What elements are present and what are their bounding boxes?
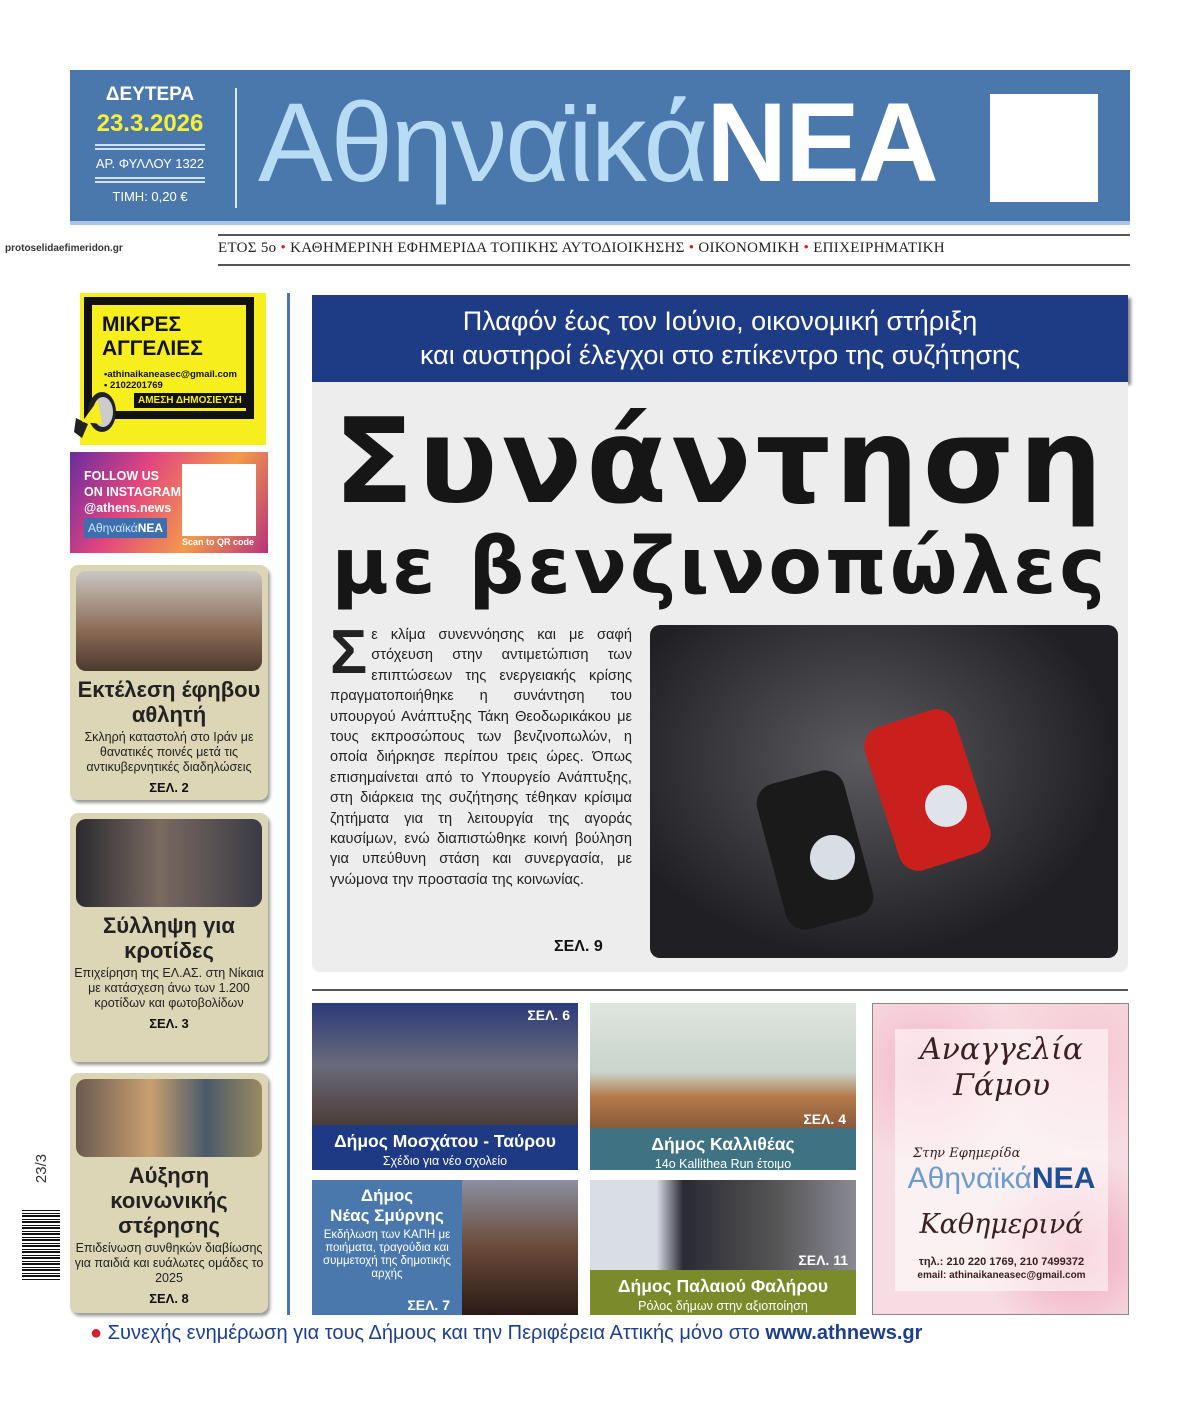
page-ref: ΣΕΛ. 11 [798, 1252, 848, 1268]
divider [95, 177, 205, 183]
divider [312, 989, 1128, 991]
side-story[interactable] [70, 813, 268, 1062]
lead-kicker [312, 295, 1128, 382]
lead-headline: Συνάντηση [333, 392, 1107, 530]
qr-code-icon[interactable] [182, 464, 256, 536]
issue-date-vertical: 23/3 [33, 1153, 51, 1184]
logo-light: Αθηναϊκά [258, 80, 707, 205]
text-line: FOLLOW US [84, 469, 159, 483]
classifieds-email: •athinaikaneasec@gmail.com [104, 369, 237, 380]
lead-story[interactable] [312, 382, 1128, 972]
logo-light: Αθηναϊκά [88, 521, 138, 535]
wedding-ad[interactable] [872, 1003, 1129, 1315]
barcode-icon [22, 1210, 60, 1280]
side-story[interactable] [70, 565, 268, 800]
kicker-line: και αυστηροί έλεγχοι στο επίκεντρο της συζήτησης [419, 340, 1021, 370]
logo-light: Αθηναϊκά [907, 1162, 1033, 1195]
story-summary: 14ο Kallithea Run έτοιμο [654, 1157, 792, 1170]
logo-bold: ΝΕΑ [137, 521, 164, 535]
instagram-promo[interactable] [70, 452, 268, 553]
story-caption [590, 1270, 856, 1315]
story-title: Δήμος Παλαιού Φαλήρου [617, 1276, 829, 1296]
story-caption [590, 1128, 856, 1170]
newspaper-logo [84, 518, 167, 538]
footer-text: Συνεχής ενημέρωση για τους Δήμους και την Περιφέρεια Αττικής μόνο στο [107, 1322, 766, 1344]
story-title: Δήμος [360, 1186, 414, 1205]
kicker-line: Πλαφόν έως τον Ιούνιο, οικονομική στήριξη [462, 306, 978, 336]
issue-date: 23.3.2026 [96, 110, 204, 137]
story-photo [590, 1003, 856, 1128]
municipal-story[interactable] [590, 1180, 856, 1315]
page-ref: ΣΕΛ. 7 [407, 1297, 450, 1313]
story-photo [76, 1079, 262, 1157]
divider [218, 264, 1130, 266]
lead-headline-sub: με βενζινοπώλες [331, 522, 1109, 612]
masthead [70, 70, 1130, 225]
title-line: ΜΙΚΡΕΣ [102, 313, 182, 336]
drop-cap: Σ [330, 618, 368, 687]
newspaper-logo [258, 78, 937, 208]
municipal-story[interactable] [590, 1003, 856, 1170]
title-line: Αναγγελία [919, 1032, 1084, 1067]
issue-info [70, 70, 230, 225]
instagram-handle: @athens.news [84, 501, 172, 515]
scan-label: Scan to QR code [182, 537, 255, 547]
tagline-item: ΟΙΚΟΝΟΜΙΚΗ [698, 240, 800, 256]
fuel-pump-photo [650, 625, 1118, 958]
page-ref: ΣΕΛ. 2 [149, 780, 189, 795]
classifieds-badge: ΑΜΕΣΗ ΔΗΜΟΣΙΕΥΣΗ [134, 393, 246, 408]
logo-bold: ΝΕΑ [706, 80, 937, 205]
classifieds-phone: • 2102201769 [104, 380, 163, 391]
divider [235, 88, 237, 208]
story-caption [312, 1180, 462, 1315]
title-line: Γάμου [953, 1068, 1050, 1103]
lead-body [330, 618, 632, 890]
page-ref: ΣΕΛ. 8 [149, 1291, 189, 1306]
divider [218, 234, 1130, 236]
tagline-year: ΕΤΟΣ 5ο [218, 240, 277, 256]
logo-bold: ΝΕΑ [1032, 1162, 1096, 1195]
bullet-icon: ● [90, 1322, 108, 1344]
issue-day: ΔΕΥΤΕΡΑ [105, 84, 195, 105]
issue-number: ΑΡ. ΦΥΛΛΟΥ 1322 [95, 156, 205, 171]
story-title: Εκτέλεση έφηβου αθλητή [77, 677, 261, 727]
story-summary: Επιχείρηση της ΕΛ.ΑΣ. στη Νίκαια με κατάσχεση άνω των 1.200 κροτίδων και φωτοβολίδων [74, 966, 264, 1010]
ad-phone: τηλ.: 210 220 1769, 210 7499372 [918, 1256, 1085, 1268]
megaphone-icon [72, 388, 124, 440]
tagline-item: ΕΠΙΧΕΙΡΗΜΑΤΙΚΗ [813, 240, 945, 256]
classifieds-title [102, 313, 203, 361]
wedding-title [873, 1032, 1130, 1104]
classifieds-ad[interactable] [80, 293, 266, 445]
story-summary: Ρόλος δήμων στην αξιοποίηση [638, 1299, 808, 1313]
column-divider [287, 293, 290, 1315]
source-credit: protoselidaefimeridon.gr [5, 243, 123, 254]
story-title: Αύξηση κοινωνικής στέρησης [110, 1163, 228, 1238]
story-photo [462, 1180, 578, 1315]
instagram-text [84, 468, 181, 516]
story-summary: Εκδήλωση των ΚΑΠΗ με ποιήματα, τραγούδια και συμμετοχή της δημοτικής αρχής [323, 1229, 451, 1280]
text-line: ON INSTAGRAM [84, 485, 181, 499]
page-ref: ΣΕΛ. 6 [527, 1007, 570, 1023]
story-title: Σύλληψη για κροτίδες [103, 913, 235, 963]
page-ref: ΣΕΛ. 4 [803, 1111, 846, 1127]
issue-price: ΤΙΜΗ: 0,20 € [112, 189, 188, 204]
website-link[interactable]: www.athnews.gr [765, 1322, 923, 1344]
wedding-sub: Στην Εφημερίδα [913, 1146, 1021, 1161]
tagline-item: ΚΑΘΗΜΕΡΙΝΗ ΕΦΗΜΕΡΙΔΑ ΤΟΠΙΚΗΣ ΑΥΤΟΔΙΟΙΚΗΣΗΣ [290, 240, 685, 256]
footer-promo [90, 1322, 922, 1345]
title-line: ΑΓΓΕΛΙΕΣ [102, 337, 203, 360]
story-photo [76, 571, 262, 671]
municipal-story[interactable] [312, 1180, 578, 1315]
page-ref: ΣΕΛ. 9 [554, 938, 603, 955]
story-title: Δήμος Καλλιθέας [651, 1134, 795, 1154]
story-summary: Σκληρή καταστολή στο Ιράν με θανατικές ποινές μετά τις αντικυβερνητικές διαδηλώσεις [84, 730, 254, 774]
story-summary: Σχέδιο για νέο σχολείο [382, 1154, 508, 1168]
story-photo [76, 819, 262, 907]
wedding-daily: Καθημερινά [919, 1209, 1084, 1240]
ad-email: email: athinaikaneasec@gmail.com [917, 1270, 1086, 1281]
newspaper-logo [873, 1162, 1130, 1196]
side-story[interactable] [70, 1073, 268, 1313]
page-ref: ΣΕΛ. 3 [149, 1016, 189, 1031]
lead-body-text: ε κλίμα συνεννόησης και με σαφή στόχευση στην αντιμετώπιση των επιπτώσεων της ενεργειακής κρίσης πραγματοποιήθηκε η συνάντηση του υπουργού Ανάπτυξης Τάκη Θεοδωρικάκου με τους εκπροσώπους των βενζινοπωλών, η οποία διήρκησε περίπου τρεις ώρες. Όπως επισημαίνεται από το Υπουργείο Ανάπτυξης, στη διάρκεια της συζήτησης τέθηκαν κρίσιμα ζητήματα για τη λειτουργία της αγοράς καυσίμων, ενώ διαπιστώθηκε κοινή βούληση για υπεύθυνη στάση και συνεργασία, με γνώμονα την προστασία της κοινωνίας. [330, 627, 632, 888]
divider [95, 144, 205, 150]
story-title: Νέας Σμύρνης [330, 1206, 444, 1225]
story-summary: Επιδείνωση συνθηκών διαβίωσης για παιδιά και ευάλωτες ομάδες το 2025 [74, 1241, 264, 1285]
tagline: ΕΤΟΣ 5ο • ΚΑΘΗΜΕΡΙΝΗ ΕΦΗΜΕΡΙΔΑ ΤΟΠΙΚΗΣ ΑΥΤΟΔΙΟΙΚΗΣΗΣ • ΟΙΚΟΝΟΜΙΚΗ • ΕΠΙΧΕΙΡΗΜΑΤΙΚΗ [218, 240, 945, 256]
qr-code-icon[interactable] [990, 94, 1098, 202]
story-title: Δήμος Μοσχάτου - Ταύρου [334, 1131, 556, 1151]
municipal-story[interactable] [312, 1003, 578, 1170]
story-caption [312, 1125, 578, 1170]
